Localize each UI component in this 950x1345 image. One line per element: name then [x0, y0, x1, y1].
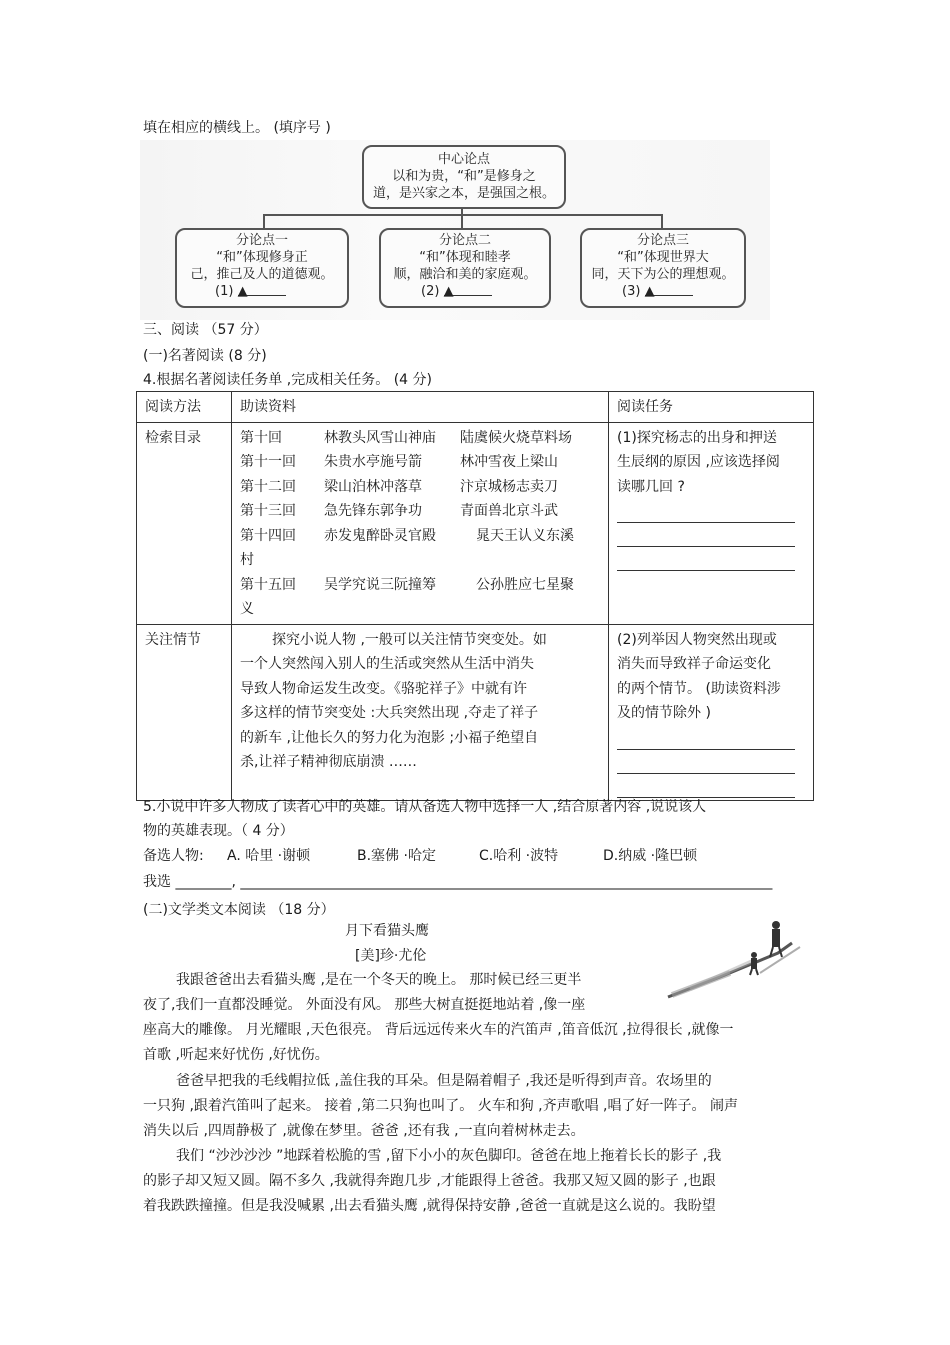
task-line: 的两个情节。 (助读资料涉 — [617, 680, 781, 697]
question-5-line: 5.小说中许多人物成了读者心中的英雄。请从备选人物中选择一人 ,结合原著内容 ,说说该人 — [143, 799, 707, 815]
answer-line[interactable] — [617, 499, 795, 523]
answer-line[interactable] — [617, 750, 795, 774]
material-line: 杀,让祥子精神彻底崩溃 …… — [240, 754, 417, 770]
diagram-connector — [661, 214, 663, 228]
story-line: 首歌 ,听起来好忧伤 ,好忧伤。 — [143, 1047, 329, 1063]
sub-point-line: 己，推己及人的道德观。 — [190, 267, 334, 282]
triangle-icon: ▲ — [644, 284, 655, 299]
material-line: 导致人物命运发生改变。《骆驼祥子》中就有许 — [240, 680, 527, 697]
part-heading: (二)文学类文本阅读 （18 分） — [143, 902, 335, 918]
chapter-row: 第十四回 赤发鬼醉卧灵官殿 晁天王认义东溪 — [240, 527, 574, 544]
table-header: 阅读任务 — [609, 392, 814, 423]
table-row — [137, 422, 814, 624]
answer-line[interactable] — [617, 726, 795, 750]
story-title: 月下看猫头鹰 — [345, 923, 429, 939]
center-thesis-line: 道，是兴家之本，是强国之根。 — [372, 186, 555, 201]
triangle-icon: ▲ — [443, 284, 454, 299]
answer-blank[interactable] — [644, 283, 693, 299]
triangle-icon: ▲ — [237, 284, 248, 299]
section-heading: 三、阅读 （57 分） — [143, 322, 268, 338]
answer-number: (1) — [215, 284, 234, 299]
task-line: 读哪几回 ? — [617, 478, 685, 495]
option-item[interactable]: C.哈利 ·波特 — [479, 848, 559, 864]
sub-point-box-2 — [379, 228, 551, 308]
story-line: 我们 “沙沙沙沙 ”地踩着松脆的雪 ,留下小小的灰色脚印。爸爸在地上拖着长长的影子 ,我 — [176, 1148, 722, 1164]
sub-point-box-3 — [580, 228, 746, 308]
task-line: 及的情节除外 ) — [617, 705, 711, 721]
task-line: 生辰纲的原因 ,应该选择阅 — [617, 454, 780, 470]
sub-point-title: 分论点三 — [636, 233, 689, 248]
chapter-row-wrap: 义 — [240, 601, 254, 617]
material-cell — [232, 624, 609, 800]
reading-task-table — [136, 391, 814, 801]
story-line: 的影子却又短又圆。隔不多久 ,我就得奔跑几步 ,才能跟得上爸爸。我那又短又圆的影子 ,也跟 — [143, 1173, 716, 1189]
task-cell — [609, 624, 814, 800]
chapter-row: 第十回 林教头风雪山神庙 陆虞候火烧草料场 — [240, 429, 572, 446]
part-heading: (一)名著阅读 (8 分) — [143, 348, 267, 364]
chapter-row: 第十三回 急先锋东郭争功 青面兽北京斗武 — [240, 503, 558, 519]
sub-point-line: 同，天下为公的理想观。 — [591, 267, 735, 282]
material-line: 多这样的情节突变处 :大兵突然出现 ,夺走了祥子 — [240, 705, 539, 721]
diagram-connector — [461, 214, 463, 228]
sub-point-line: 顺，融洽和美的家庭观。 — [393, 267, 537, 282]
answer-blank[interactable] — [443, 283, 492, 299]
answer-line[interactable] — [617, 774, 795, 798]
story-line: 一只狗 ,跟着汽笛叫了起来。 接着 ,第二只狗也叫了。 火车和狗 ,齐声歌唱 ,唱了好一阵子。 闹声 — [143, 1098, 738, 1114]
table-row — [137, 624, 814, 800]
chapter-row-wrap: 村 — [240, 552, 254, 568]
material-line: 一个人突然闯入别人的生活或突然从生活中消失 — [240, 656, 534, 672]
sub-point-title: 分论点一 — [235, 233, 288, 248]
center-thesis-line: 以和为贵，“和”是修身之 — [392, 169, 536, 184]
story-line: 着我跌跌撞撞。但是我没喊累 ,出去看猫头鹰 ,就得保持安静 ,爸爸一直就是这么说的。我盼望 — [143, 1198, 716, 1214]
story-line: 我跟爸爸出去看猫头鹰 ,是在一个冬天的晚上。 那时候已经三更半 — [176, 972, 582, 988]
story-line: 座高大的雕像。 月光耀眼 ,天色很亮。 背后远远传来火车的汽笛声 ,笛音低沉 ,拉得很长 ,就像一 — [143, 1022, 734, 1038]
option-item[interactable]: B.塞佛 ·哈定 — [357, 848, 436, 864]
table-header: 阅读方法 — [137, 392, 232, 423]
chapter-row: 第十一回 朱贵水亭施号箭 林冲雪夜上梁山 — [240, 454, 558, 470]
task-line: (2)列举因人物突然出现或 — [617, 631, 777, 648]
sub-point-answer — [582, 283, 744, 300]
method-cell: 关注情节 — [137, 624, 232, 800]
answer-number: (3) — [622, 284, 641, 299]
material-line: 探究小说人物 ,一般可以关注情节突变处。如 — [272, 631, 547, 648]
question-4: 4.根据名著阅读任务单 ,完成相关任务。 (4 分) — [143, 372, 432, 388]
method-cell: 检索目录 — [137, 422, 232, 624]
task-line: 消失而导致祥子命运变化 — [617, 656, 771, 672]
diagram-connector — [263, 214, 265, 228]
table-header: 助读资料 — [232, 392, 609, 423]
choice-answer-line[interactable]: 我选 ________, ____________________________________________________________________________ — [143, 874, 773, 890]
sub-point-answer — [381, 283, 549, 300]
sub-point-line: “和”体现世界大 — [617, 250, 709, 265]
story-line: 消失以后 ,四周静极了 ,就像在梦里。爸爸 ,还有我 ,一直向着树林走去。 — [143, 1123, 585, 1139]
material-line: 的新车 ,让他长久的努力化为泡影 ;小福子绝望自 — [240, 729, 539, 746]
story-author: [美]珍·尤伦 — [355, 948, 427, 964]
story-line: 爸爸早把我的毛线帽拉低 ,盖住我的耳朵。但是隔着帽子 ,我还是听得到声音。农场里的 — [176, 1073, 712, 1089]
moonlit-walk-illustration — [660, 915, 810, 1005]
option-item[interactable]: D.纳威 ·隆巴顿 — [603, 848, 698, 864]
chapter-row: 第十五回 吴学究说三阮撞筹 公孙胜应七星聚 — [240, 576, 574, 593]
sub-point-answer — [177, 283, 347, 300]
question-5-line: 物的英雄表现。（ 4 分） — [143, 823, 294, 839]
center-thesis-box — [362, 145, 566, 209]
table-header-row — [137, 392, 814, 423]
answer-line[interactable] — [617, 547, 795, 571]
intro-line: 填在相应的横线上。 (填序号 ) — [143, 120, 331, 136]
task-line: (1)探究杨志的出身和押送 — [617, 429, 777, 446]
story-line: 夜了,我们一直都没睡觉。 外面没有风。 那些大树直挺挺地站着 ,像一座 — [143, 997, 586, 1013]
sub-point-line: “和”体现修身正 — [216, 250, 308, 265]
diagram-connector — [263, 214, 663, 216]
option-item[interactable]: A. 哈里 ·谢顿 — [227, 848, 311, 864]
sub-point-title: 分论点二 — [438, 233, 491, 248]
answer-line[interactable] — [617, 523, 795, 547]
chapter-row: 第十二回 梁山泊林冲落草 汴京城杨志卖刀 — [240, 478, 558, 495]
sub-point-line: “和”体现和睦孝 — [419, 250, 511, 265]
task-cell — [609, 422, 814, 624]
answer-blank[interactable] — [237, 283, 286, 299]
options-label: 备选人物: — [143, 848, 204, 864]
answer-number: (2) — [421, 284, 440, 299]
sub-point-box-1 — [175, 228, 349, 308]
options-row — [143, 846, 697, 866]
center-thesis-title: 中心论点 — [437, 152, 490, 167]
chapter-list-cell — [232, 422, 609, 624]
